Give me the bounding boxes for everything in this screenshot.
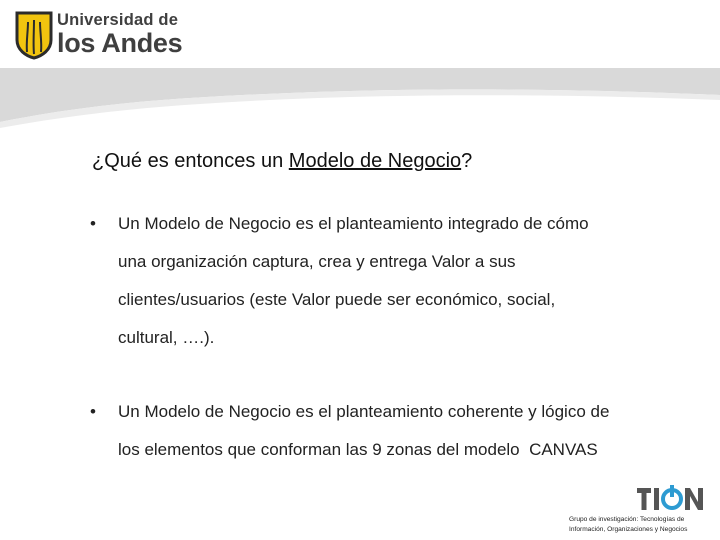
- title-underlined-term: Modelo de Negocio: [288, 150, 462, 172]
- caption-line: Grupo de investigación: Tecnologías de: [569, 516, 685, 523]
- bullet-glyph: •: [90, 214, 96, 233]
- university-crest-icon: [14, 10, 54, 60]
- university-logo-text: [57, 10, 182, 57]
- logo-line-1: Universidad de: [57, 11, 179, 29]
- title-prefix: ¿Qué es entonces un: [92, 150, 289, 172]
- bullet-line: Un Modelo de Negocio es el planteamiento coherente y lógico de: [118, 402, 610, 421]
- bullet-line: clientes/usuarios (este Valor puede ser económico, social,: [118, 290, 556, 309]
- title-suffix: ?: [461, 150, 473, 172]
- bullet-text: [118, 393, 708, 469]
- bullet-item: [90, 205, 720, 357]
- bullet-line: cultural, ….).: [118, 328, 215, 347]
- caption-line: Información, Organizaciones y Negocios: [569, 526, 688, 533]
- tion-logo-icon: [637, 485, 703, 513]
- bullet-line: Un Modelo de Negocio es el planteamiento integrado de cómo: [118, 214, 589, 233]
- bullet-text: [118, 205, 708, 357]
- bullet-line: una organización captura, crea y entrega Valor a sus: [118, 252, 516, 271]
- slide-title: [92, 150, 472, 173]
- research-group-caption: [569, 515, 719, 535]
- bullet-item: [90, 393, 720, 469]
- bullet-line: los elementos que conforman las 9 zonas del modelo CANVAS: [118, 440, 598, 459]
- bullet-glyph: •: [90, 402, 96, 421]
- logo-line-2: los Andes: [57, 27, 183, 58]
